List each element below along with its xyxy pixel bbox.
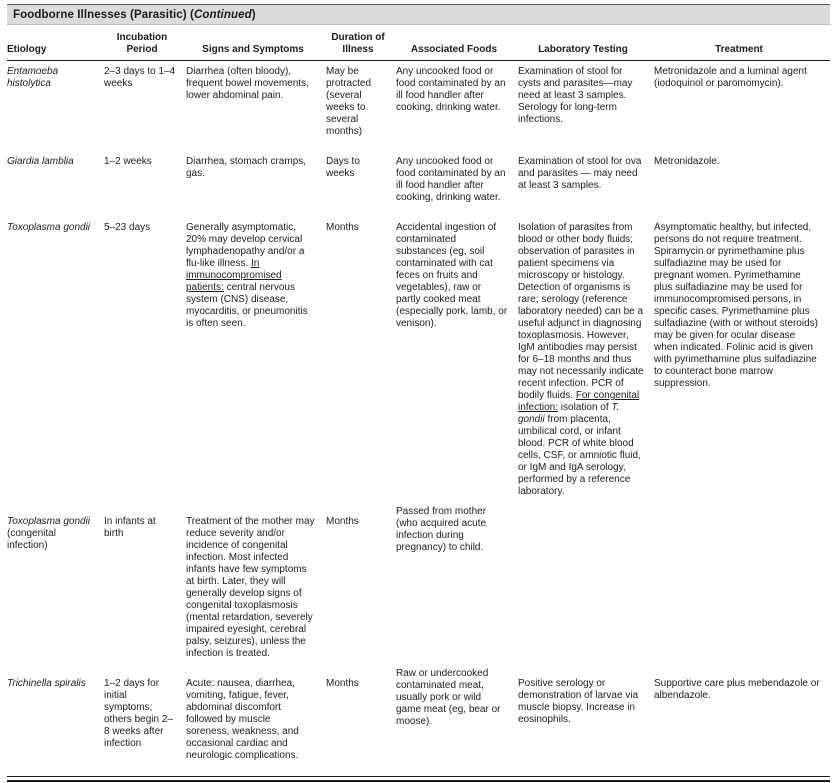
etiology-qualifier: (congenital infection)	[7, 528, 56, 551]
foods-text: Raw or undercooked contaminated meat, usually pork or wild game meat (eg, bear or moose).	[396, 668, 501, 727]
cell-foods: Any uncooked food or food contaminated by an ill food handler after cooking, drinking water.	[396, 66, 506, 113]
cell-incubation: 2–3 days to 1–4 weeks	[104, 66, 176, 89]
cell-incubation: 5–23 days	[104, 222, 151, 233]
table-bottom-rules	[7, 776, 830, 782]
cell-treatment: Metronidazole and a luminal agent (iodoquinol or paromomycin).	[654, 66, 807, 89]
table-row-toxoplasma-congenital	[7, 511, 830, 673]
cell-signs: Diarrhea, stomach cramps, gas.	[186, 156, 307, 179]
cell-duration: Months	[326, 678, 359, 689]
cell-duration: May be protracted (several weeks to several months)	[326, 66, 372, 137]
lab-text-species: T. gondii	[518, 402, 620, 425]
etiology-name: Giardia lamblia	[7, 156, 74, 167]
signs-text-underlined: In immunocompromised patients:	[186, 258, 282, 293]
foodborne-illness-table	[7, 32, 830, 775]
lab-text-tail: from placenta, umbilical cord, or infant blood. PCR of white blood cells, CSF, or amniotic fluid, or IgM and IgA serology, performed by a reference laboratory.	[518, 414, 641, 497]
cell-treatment: Metronidazole.	[654, 156, 720, 167]
cell-lab: Positive serology or demonstration of larvae via muscle biopsy. Increase in eosinophils.	[518, 678, 639, 725]
cell-treatment: Asymptomatic healthy, but infected, persons do not require treatment. Spiramycin or pyrimethamine plus sulfadiazine may be used for pregnant women. Pyrimethamine plus sulfadiazine may be used for immunocompromised persons, in specific cases. Pyrimethamine plus sulfadiazine (with or without steroids) may be given for ocular disease when indicated. Folinic acid is given with pyrimethamine plus sulfadiazine to counteract bone marrow suppression.	[654, 222, 818, 389]
lab-text-mid: isolation of	[558, 402, 612, 413]
column-header-laboratory-testing: Laboratory Testing	[518, 32, 654, 61]
cell-duration: Days to weeks	[326, 156, 360, 179]
lab-text-lead: Isolation of parasites from blood or other body fluids; observation of parasites in patient specimens via microscopy or histology. Detection of organisms is rare; serology (reference laboratory needed) can be a useful adjunct in diagnosing toxoplasmosis. However, IgM antibodies may persist for 6–18 months and thus may not necessarily indicate recent infection. PCR of bodily fluids.	[518, 222, 644, 401]
bottom-rule-thin	[7, 776, 830, 777]
table-title-continued: Continued	[193, 9, 252, 21]
cell-lab	[518, 511, 654, 673]
cell-signs: Acute: nausea, diarrhea, vomiting, fatigue, fever, abdominal discomfort followed by muscle soreness, weakness, and occasional cardiac and neurologic complications.	[186, 678, 299, 761]
cell-incubation: In infants at birth	[104, 516, 156, 539]
table-row-giardia	[7, 151, 830, 217]
cell-signs: Diarrhea (often bloody), frequent bowel movements, lower abdominal pain.	[186, 66, 309, 101]
bottom-rule-thick	[7, 780, 830, 782]
cell-etiology	[7, 511, 104, 673]
cell-foods: Accidental ingestion of contaminated substances (eg, soil contaminated with cat feces on fruits and vegetables), raw or partly cooked meat (especially pork, lamb, or venison).	[396, 222, 508, 329]
table-row-trichinella	[7, 673, 830, 775]
foods-text: Passed from mother (who acquired acute infection during pregnancy) to child.	[396, 506, 487, 553]
cell-duration: Months	[326, 222, 359, 233]
etiology-name: Toxoplasma gondii	[7, 222, 91, 233]
cell-lab: Examination of stool for ova and parasites — may need at least 3 samples.	[518, 156, 642, 191]
lab-text-underlined: For congenital infection:	[518, 390, 640, 413]
column-header-treatment: Treatment	[654, 32, 830, 61]
etiology-name: Trichinella spiralis	[7, 678, 86, 689]
cell-etiology	[7, 61, 104, 152]
cell-treatment	[654, 511, 830, 673]
table-title-prefix: Foodborne Illnesses (Parasitic) (	[13, 9, 194, 21]
column-header-associated-foods: Associated Foods	[396, 32, 518, 61]
etiology-name: Entamoeba histolytica	[7, 66, 59, 89]
cell-duration: Months	[326, 516, 359, 527]
cell-signs: Treatment of the mother may reduce severity and/or incidence of congenital infection. Most infected infants have few symptoms at birth. Later, they will generally develop signs of congenital toxoplasmosis (mental retardation, severely impaired eyesight, cerebral palsy, seizures), unless the infection is treated.	[186, 516, 315, 659]
cell-lab	[518, 217, 654, 511]
cell-incubation: 1–2 weeks	[104, 156, 152, 167]
cell-etiology	[7, 151, 104, 217]
column-header-duration: Duration of Illness	[326, 32, 396, 61]
column-header-incubation-period: Incubation Period	[104, 32, 186, 61]
column-header-etiology: Etiology	[7, 32, 104, 61]
etiology-name: Toxoplasma gondii	[7, 516, 91, 527]
cell-foods: Any uncooked food or food contaminated by an ill food handler after cooking, drinking water.	[396, 156, 506, 203]
table-title-suffix: )	[251, 9, 256, 21]
cell-lab: Examination of stool for cysts and parasites—may need at least 3 samples. Serology for long-term infections.	[518, 66, 633, 125]
table-row-entamoeba	[7, 61, 830, 152]
table-title-bar	[7, 4, 830, 25]
header-row	[7, 32, 830, 61]
cell-etiology	[7, 673, 104, 775]
cell-foods	[396, 506, 518, 673]
cell-incubation: 1–2 days for initial symptoms; others begin 2–8 weeks after infection	[104, 678, 173, 749]
cell-foods	[396, 668, 518, 775]
table-header	[7, 32, 830, 61]
signs-text-tail: central nervous system (CNS) disease, myocarditis, or pneumonitis is often seen.	[186, 282, 308, 329]
cell-treatment: Supportive care plus mebendazole or albendazole.	[654, 678, 820, 701]
signs-text-lead: Generally asymptomatic, 20% may develop cervical lymphadenopathy and/or a flu-like illness.	[186, 222, 305, 269]
cell-etiology	[7, 217, 104, 511]
table-body	[7, 61, 830, 776]
column-header-signs-symptoms: Signs and Symptoms	[186, 32, 326, 61]
table-row-toxoplasma	[7, 217, 830, 511]
cell-signs	[186, 217, 326, 511]
